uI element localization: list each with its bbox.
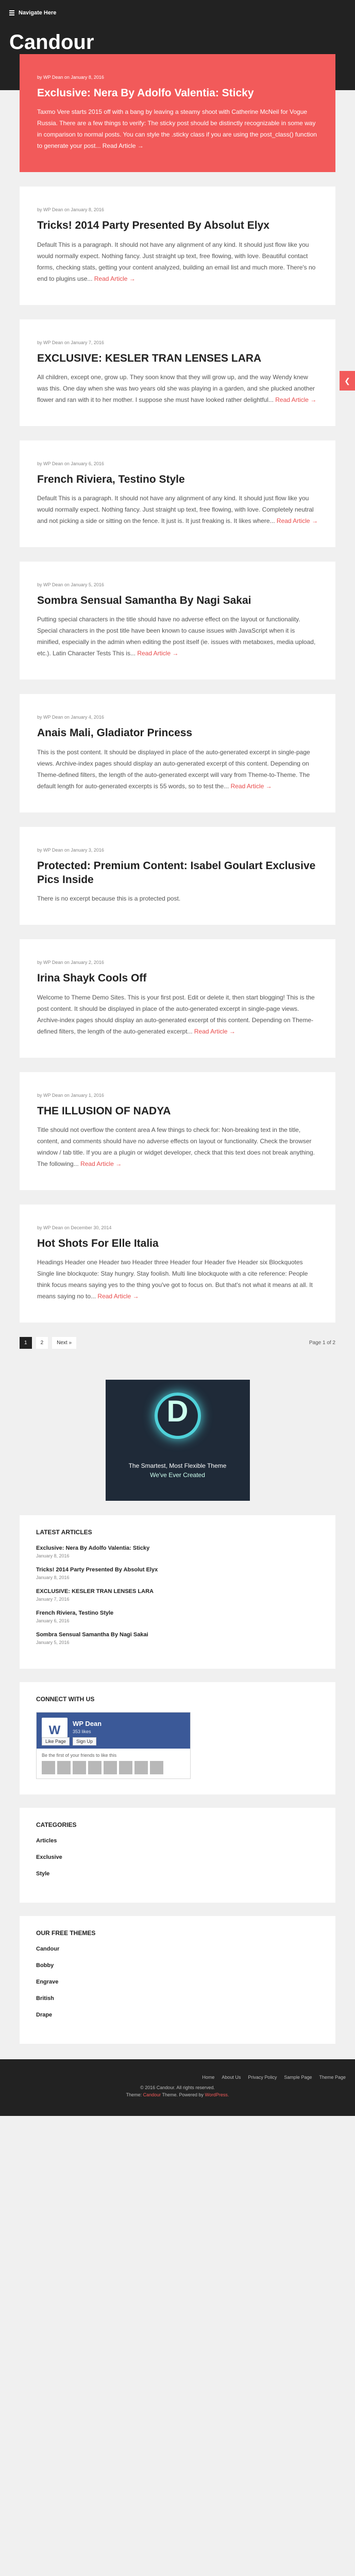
widget-title: CONNECT WITH US — [36, 1696, 95, 1703]
post-card — [20, 187, 335, 304]
post-title[interactable]: EXCLUSIVE: KESLER TRAN LENSES LARA — [37, 352, 262, 364]
post-title[interactable]: French Riviera, Testino Style — [37, 473, 185, 485]
post-card — [20, 1205, 335, 1323]
excerpt-text: Default This is a paragraph. It should not have any alignment of any kind. It should just flow like you would normally expect. Nothing fancy. Just straight up text, free flowing, with love. Completely neutral and not picking a side or sitting on the fence. It just is. It just freaking is. It likes where... — [37, 495, 314, 525]
post-meta: by WP Dean on January 5, 2016 — [37, 582, 104, 588]
category-link[interactable]: Articles — [36, 1838, 57, 1844]
candour-theme-link[interactable]: Candour — [143, 2092, 161, 2098]
free-themes-widget — [20, 1916, 335, 2044]
theme-credit — [9, 2092, 346, 2097]
categories-widget — [20, 1808, 335, 1903]
theme-link[interactable]: British — [36, 1995, 54, 2002]
friend-avatar[interactable] — [104, 1761, 117, 1774]
facebook-buttons — [42, 1737, 96, 1745]
latest-article-date: January 7, 2016 — [36, 1597, 70, 1602]
widget-title: OUR FREE THEMES — [36, 1929, 96, 1937]
post-meta: by WP Dean on January 8, 2016 — [37, 207, 104, 213]
category-link[interactable]: Exclusive — [36, 1854, 62, 1861]
page-1-link[interactable]: 1 — [20, 1337, 32, 1349]
latest-article-link[interactable]: Sombra Sensual Samantha By Nagi Sakai — [36, 1632, 148, 1638]
categories-list — [36, 1838, 319, 1877]
facebook-cover[interactable] — [37, 1713, 190, 1749]
post-excerpt — [37, 992, 318, 1037]
friends-text: Be the first of your friends to like this — [42, 1753, 117, 1758]
friend-faces — [42, 1761, 185, 1774]
post-card — [20, 562, 335, 680]
post-meta: by WP Dean on January 3, 2016 — [37, 847, 104, 853]
latest-article-date: January 6, 2016 — [36, 1618, 70, 1624]
latest-article-link[interactable]: French Riviera, Testino Style — [36, 1610, 114, 1617]
copyright: © 2016 Candour. All rights reserved. — [140, 2085, 215, 2091]
read-more-link[interactable]: Read Article → — [102, 142, 144, 150]
navigate-menu-toggle[interactable] — [9, 10, 56, 16]
read-more-link[interactable]: Read Article → — [94, 275, 136, 282]
friend-avatar[interactable] — [88, 1761, 102, 1774]
latest-articles-widget — [20, 1515, 335, 1669]
list-item — [36, 1632, 319, 1645]
friend-avatar[interactable] — [42, 1761, 55, 1774]
post-card — [20, 694, 335, 812]
post-title[interactable]: Tricks! 2014 Party Presented By Absolut Elyx — [37, 219, 269, 232]
next-page-link[interactable]: Next » — [52, 1337, 76, 1349]
post-excerpt — [37, 1124, 318, 1170]
post-excerpt — [37, 614, 318, 659]
footer-menu — [9, 2075, 346, 2080]
hamburger-icon — [9, 10, 14, 15]
read-more-link[interactable]: Read Article → — [97, 1293, 139, 1300]
post-title[interactable]: Sombra Sensual Samantha By Nagi Sakai — [37, 595, 251, 607]
friend-avatar[interactable] — [119, 1761, 132, 1774]
list-item — [36, 1588, 319, 1602]
latest-article-date: January 5, 2016 — [36, 1640, 70, 1646]
excerpt-text: This is the post content. It should be displayed in place of the auto-generated excerpt in single-page views. Archive-index pages should display an auto-generated excerpt of this content. Depending on Theme-defined filters, the length of the auto-generated excerpt will vary from Theme-to-Theme. The default length for auto-generated excerpts is 55 words, so to test the... — [37, 748, 310, 790]
category-link[interactable]: Style — [36, 1871, 50, 1877]
ad-tagline-1: The Smartest, Most Flexible Theme — [128, 1462, 227, 1470]
post-meta: by WP Dean on January 8, 2016 — [37, 75, 104, 80]
post-card-sticky — [20, 54, 335, 172]
read-more-link[interactable]: Read Article → — [80, 1160, 122, 1167]
post-excerpt — [37, 747, 318, 792]
footer-link-theme[interactable]: Theme Page — [319, 2075, 346, 2080]
ad-tagline-2: We've Ever Created — [150, 1471, 205, 1479]
navigate-label: Navigate Here — [19, 10, 57, 16]
excerpt-text: Default This is a paragraph. It should not have any alignment of any kind. It should just flow like you would normally expect. Nothing fancy. Just straight up text, free flowing, with love. Beautiful contact forms, checking stats, getting your content analyzed, building an email list and much more. There's no end to plugins use... — [37, 241, 316, 282]
list-item — [36, 1567, 319, 1580]
post-title[interactable]: THE ILLUSION OF NADYA — [37, 1105, 171, 1117]
credit-middle: Theme. Powered by — [161, 2092, 205, 2098]
credit-prefix: Theme: — [126, 2092, 143, 2098]
ad-logo-letter: D — [166, 1395, 189, 1429]
list-item — [36, 1545, 319, 1558]
footer-link-privacy[interactable]: Privacy Policy — [248, 2075, 277, 2080]
read-more-link[interactable]: Read Article → — [230, 782, 272, 790]
post-title[interactable]: Hot Shots For Elle Italia — [37, 1237, 159, 1249]
post-excerpt — [37, 1257, 318, 1302]
read-more-link[interactable]: Read Article → — [194, 1027, 235, 1035]
read-more-link[interactable]: Read Article → — [275, 396, 317, 403]
pagination — [20, 1337, 335, 1349]
sign-up-button[interactable]: Sign Up — [73, 1737, 96, 1745]
footer-link-home[interactable]: Home — [202, 2075, 215, 2080]
post-title[interactable]: Anais Mali, Gladiator Princess — [37, 727, 193, 739]
excerpt-text: Welcome to Theme Demo Sites. This is your first post. Edit or delete it, then start blogging! This is the post content. It should be displayed in place of the auto-generated excerpt in single-page views. Archive-index pages should display an auto-generated excerpt of this content. Depending on Theme-defined filters, the length of the auto-generated excerpt... — [37, 993, 315, 1035]
post-meta: by WP Dean on January 1, 2016 — [37, 1092, 104, 1098]
post-title[interactable]: Irina Shayk Cools Off — [37, 972, 147, 985]
latest-article-link[interactable]: EXCLUSIVE: KESLER TRAN LENSES LARA — [36, 1588, 154, 1595]
widget-title: LATEST ARTICLES — [36, 1529, 92, 1536]
main-content — [0, 54, 355, 2044]
post-card — [20, 319, 335, 426]
facebook-like-count: 353 likes — [73, 1729, 91, 1735]
post-meta: by WP Dean on December 30, 2014 — [37, 1225, 112, 1230]
post-excerpt — [37, 371, 318, 405]
latest-article-date: January 8, 2016 — [36, 1553, 70, 1559]
post-meta: by WP Dean on January 2, 2016 — [37, 960, 104, 965]
post-card — [20, 440, 335, 547]
friend-avatar[interactable] — [134, 1761, 148, 1774]
post-title[interactable]: Protected: Premium Content: Isabel Goulart Exclusive Pics Inside — [37, 859, 316, 886]
chevron-left-icon: ❮ — [344, 376, 350, 385]
post-card — [20, 939, 335, 1057]
latest-article-link[interactable]: Tricks! 2014 Party Presented By Absolut Elyx — [36, 1567, 158, 1573]
like-page-button[interactable]: Like Page — [42, 1737, 70, 1745]
facebook-page-name[interactable]: WP Dean — [73, 1720, 102, 1728]
page-count: Page 1 of 2 — [309, 1340, 335, 1346]
read-more-link[interactable]: Read Article → — [137, 650, 179, 657]
post-excerpt — [37, 239, 318, 284]
post-excerpt: There is no excerpt because this is a protected post. — [37, 895, 181, 903]
page-links — [20, 1337, 76, 1349]
facebook-page-box — [36, 1712, 191, 1779]
theme-link[interactable]: Candour — [36, 1946, 60, 1953]
side-share-tab[interactable] — [340, 371, 355, 391]
connect-widget — [20, 1682, 335, 1794]
post-card — [20, 1072, 335, 1190]
footer-link-about[interactable]: About Us — [222, 2075, 241, 2080]
ad-banner-wrap — [20, 1380, 335, 1501]
post-card-protected — [20, 827, 335, 925]
excerpt-text: Putting special characters in the title should have no adverse effect on the layout or functionality. Special characters in the post title have been known to cause issues with JavaScript when it is minified, especially in the admin when editing the post itself (ie. issues with metaboxes, media upload, etc.). Latin Character Tests This is... — [37, 616, 316, 657]
post-meta: by WP Dean on January 4, 2016 — [37, 715, 104, 720]
top-bar — [0, 0, 355, 26]
excerpt-text: Title should not overflow the content area A few things to check for: Non-breaking text in the title, content, and comments should have no adverse effects on layout or functionality. Check the browser window / tab title. If you are a plugin or widget developer, check that this text does not break anything. The following... — [37, 1126, 315, 1167]
excerpt-text: Taxmo Vere starts 2015 off with a bang by leaving a steamy shoot with Catherine McNeil for Vogue Russia. There are a few things to verify: The sticky post should be distinctly recognizable in some way in comparison to normal posts. You can style the .sticky class if you are using the post_class() function to generate your post... — [37, 108, 317, 150]
widget-title: CATEGORIES — [36, 1821, 77, 1829]
wordpress-logo-icon: W — [48, 1723, 61, 1738]
post-excerpt — [37, 106, 318, 151]
site-footer — [0, 2059, 355, 2116]
excerpt-text: Headings Header one Header two Header three Header four Header five Header six Blockquotes Single line blockquote: Stay hungry. Stay foolish. Multi line blockquote with a cite reference: People think focus means saying yes to the thing you've got to focus on. But that's not what it means at all. It means saying no to... — [37, 1259, 313, 1300]
friend-avatar[interactable] — [73, 1761, 86, 1774]
friend-avatar[interactable] — [57, 1761, 71, 1774]
post-excerpt — [37, 493, 318, 527]
ad-banner[interactable] — [106, 1380, 250, 1501]
latest-article-link[interactable]: Exclusive: Nera By Adolfo Valentia: Sticky — [36, 1545, 150, 1552]
latest-articles-list — [36, 1545, 319, 1645]
read-more-link[interactable]: Read Article → — [276, 517, 318, 525]
friend-avatar[interactable] — [150, 1761, 163, 1774]
excerpt-text: All children, except one, grow up. They soon know that they will grow up, and the way Wendy knew was this. One day when she was two years old she was playing in a garden, and she plucked another flower and ran with it to her mother. I suppose she must have looked rather delightful... — [37, 373, 315, 403]
wordpress-link[interactable]: WordPress. — [205, 2092, 229, 2098]
latest-article-date: January 8, 2016 — [36, 1575, 70, 1581]
theme-link[interactable]: Engrave — [36, 1979, 59, 1986]
page-2-link[interactable]: 2 — [36, 1337, 48, 1349]
theme-link[interactable]: Drape — [36, 2012, 53, 2019]
list-item — [36, 1610, 319, 1623]
post-title[interactable]: Exclusive: Nera By Adolfo Valentia: Sticky — [37, 87, 254, 99]
post-meta: by WP Dean on January 7, 2016 — [37, 340, 104, 345]
facebook-friends-area — [37, 1749, 190, 1778]
footer-link-sample[interactable]: Sample Page — [284, 2075, 312, 2080]
post-meta: by WP Dean on January 6, 2016 — [37, 461, 104, 466]
theme-link[interactable]: Bobby — [36, 1962, 54, 1969]
free-themes-list — [36, 1946, 319, 2018]
site-title[interactable]: Candour — [9, 31, 94, 54]
